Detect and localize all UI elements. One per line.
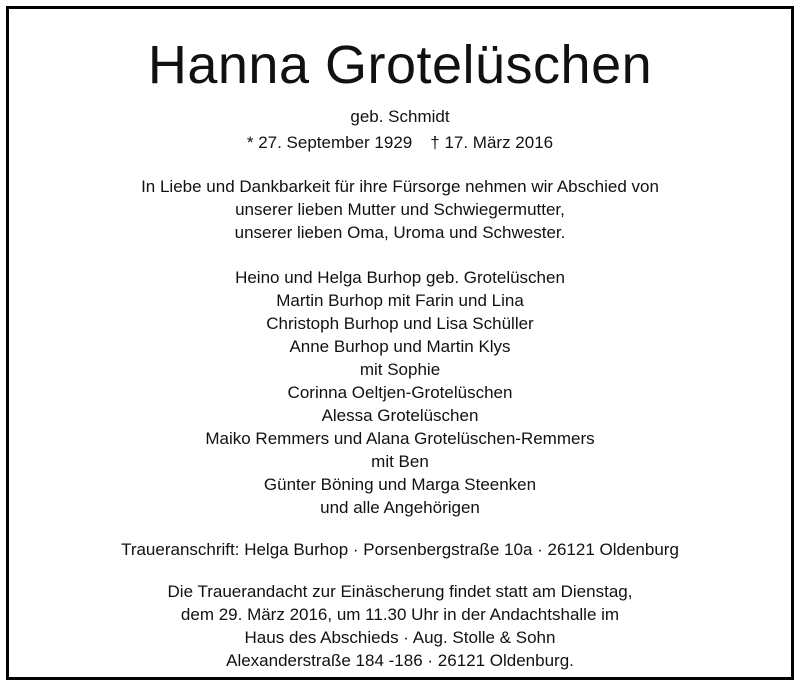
- service-line: Haus des Abschieds · Aug. Stolle & Sohn: [244, 628, 556, 647]
- mourner-line: Maiko Remmers und Alana Grotelüschen-Remmers: [205, 429, 595, 448]
- maiden-name: geb. Schmidt: [350, 107, 450, 126]
- mourner-line: Günter Böning und Marga Steenken: [263, 475, 537, 494]
- mourner-line: mit Ben: [371, 452, 429, 471]
- mourning-address: Traueranschrift: Helga Burhop · Porsenbergstraße 10a · 26121 Oldenburg: [121, 540, 679, 559]
- service-line: Die Trauerandacht zur Einäscherung findet statt am Dienstag,: [167, 582, 633, 601]
- mourner-line: Anne Burhop und Martin Klys: [289, 337, 511, 356]
- life-dates: [9, 132, 791, 154]
- mourner-line: Alessa Grotelüschen: [321, 406, 479, 425]
- service-line: dem 29. März 2016, um 11.30 Uhr in der Andachtshalle im: [180, 605, 620, 624]
- mourner-line: und alle Angehörigen: [320, 498, 480, 517]
- death-date: † 17. März 2016: [430, 133, 554, 152]
- farewell-line: In Liebe und Dankbarkeit für ihre Fürsorge nehmen wir Abschied von: [141, 177, 659, 196]
- farewell-line: unserer lieben Oma, Uroma und Schwester.: [234, 223, 566, 242]
- service-line: Alexanderstraße 184 -186 · 26121 Oldenburg.: [226, 651, 574, 670]
- mourner-line: Corinna Oeltjen-Grotelüschen: [287, 383, 513, 402]
- mourner-line: mit Sophie: [359, 360, 441, 379]
- deceased-name: Hanna Grotelüschen: [147, 35, 653, 95]
- mourner-line: Christoph Burhop und Lisa Schüller: [266, 314, 534, 333]
- mourner-line: Martin Burhop mit Farin und Lina: [276, 291, 524, 310]
- birth-date: * 27. September 1929: [246, 133, 413, 152]
- obituary-notice: [6, 6, 794, 680]
- farewell-line: unserer lieben Mutter und Schwiegermutter,: [235, 200, 565, 219]
- mourner-line: Heino und Helga Burhop geb. Grotelüschen: [235, 268, 565, 287]
